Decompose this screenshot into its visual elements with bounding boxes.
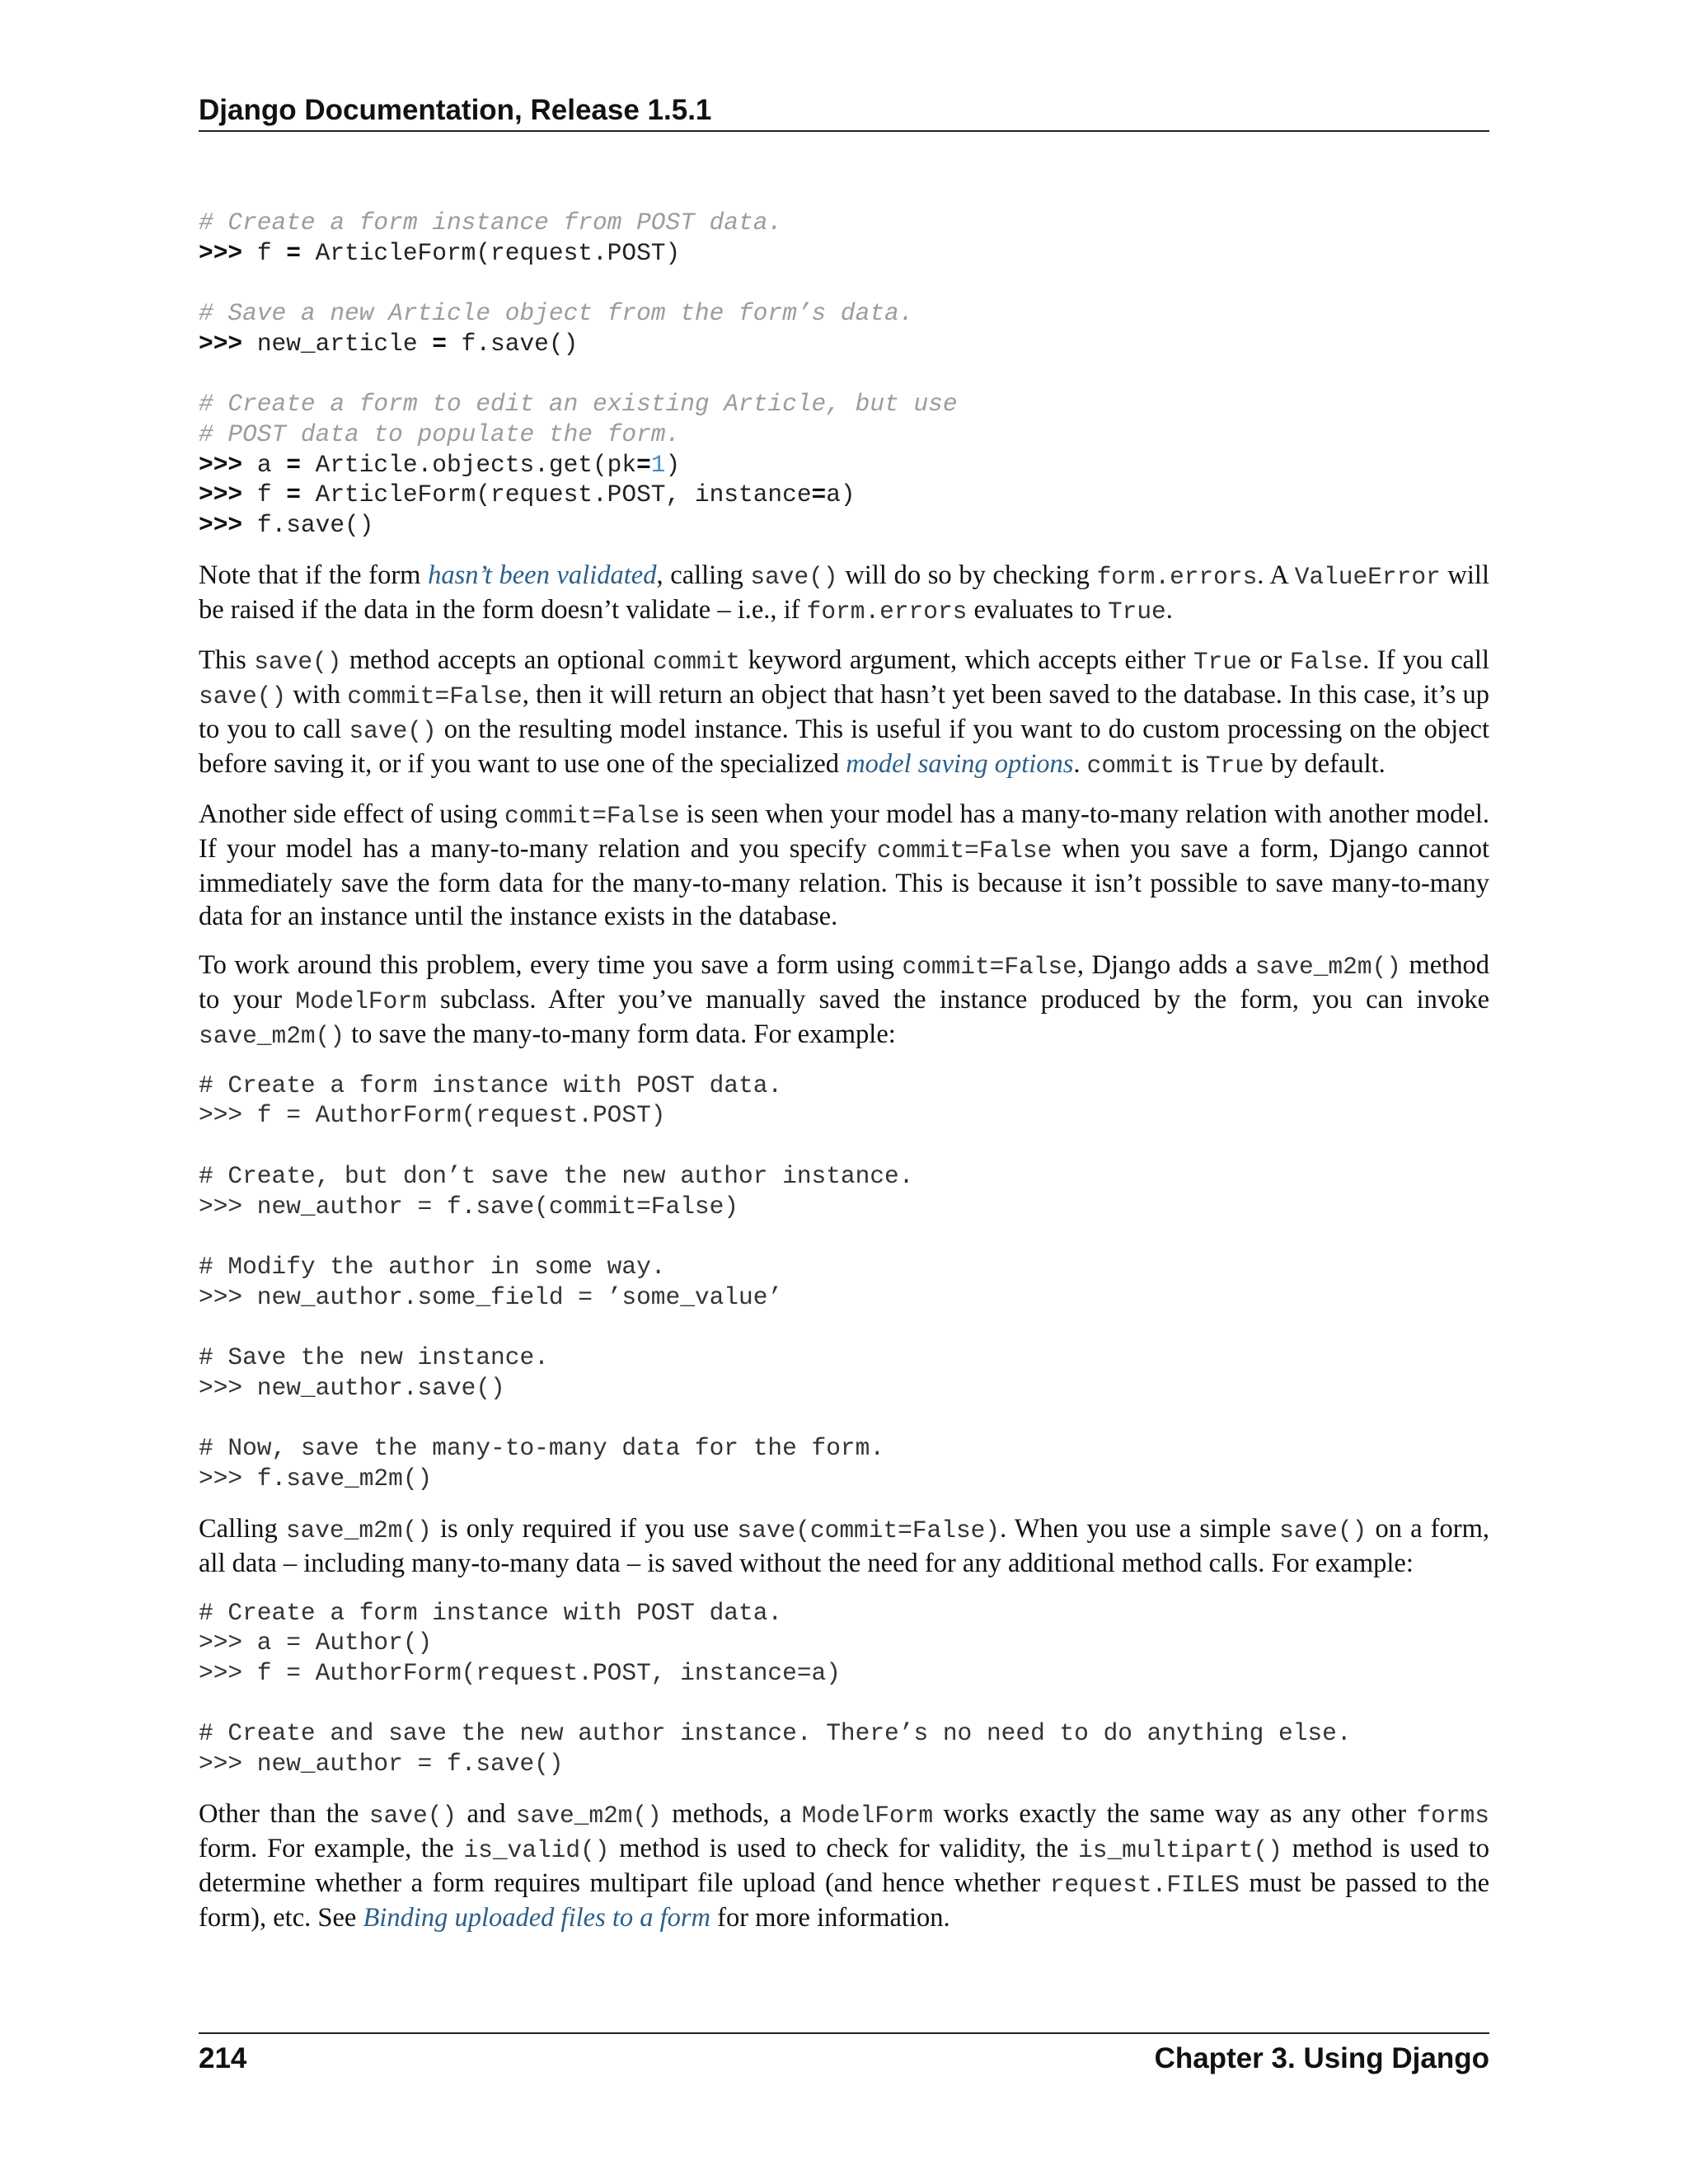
inline-code: True [1193, 647, 1252, 676]
text: , calling [656, 560, 751, 590]
code-operator: = [286, 450, 301, 479]
code-token: ArticleForm(request.POST, instance [315, 480, 812, 509]
text: is seen when your model has a many-to-many relation with another model. If your model has a many-to-many relation and you specify [199, 799, 1490, 864]
code-line: >>> f.save_m2m() [199, 1464, 433, 1493]
inline-code: form.errors [806, 597, 968, 626]
code-prompt: >>> [199, 511, 243, 540]
code-operator: = [286, 238, 301, 267]
inline-code: commit=False [876, 836, 1053, 865]
code-line: >>> new_author.save() [199, 1373, 505, 1402]
text: Note that if the form [199, 560, 429, 590]
text: method accepts an optional [341, 644, 653, 675]
inline-code: save() [368, 1801, 457, 1830]
code-line: >>> a = Author() [199, 1629, 433, 1657]
page-footer [199, 2032, 1489, 2083]
code-line: >>> new_author.some_field = ’some_value’ [199, 1282, 783, 1311]
inline-code: request.FILES [1049, 1870, 1240, 1899]
code-line: # Modify the author in some way. [199, 1252, 666, 1281]
inline-code: True [1107, 597, 1166, 626]
code-token: f.save() [461, 329, 579, 358]
code-operator: = [636, 450, 651, 479]
code-token: Article.objects.get(pk [315, 450, 637, 479]
inline-code: save_m2m() [515, 1801, 662, 1830]
code-prompt: >>> [199, 238, 243, 267]
text: method is used to determine whether a form requires multipart file upload (and hence whether [199, 1833, 1490, 1898]
text: will be raised if the data in the form doesn’t validate – i.e., if [199, 560, 1489, 625]
code-block-save-m2m [199, 1071, 1489, 1494]
code-operator: = [286, 480, 301, 509]
inline-code: form.errors [1096, 562, 1258, 591]
inline-code: ValueError [1294, 562, 1441, 591]
link-binding-uploaded-files[interactable] [363, 1903, 710, 1933]
code-comment: # Create a form to edit an existing Article, but use [199, 390, 958, 419]
code-line: >>> new_author = f.save() [199, 1750, 564, 1779]
code-line: >>> new_author = f.save(commit=False) [199, 1192, 739, 1221]
code-line: # Now, save the many-to-many data for the form. [199, 1434, 885, 1463]
link-text[interactable]: hasn’t been validated [428, 560, 657, 590]
code-operator: = [432, 329, 447, 358]
inline-code: save() [750, 562, 838, 591]
chapter-title: Chapter 3. Using Django [1154, 2042, 1489, 2074]
inline-code: save() [1279, 1516, 1367, 1544]
text: Calling [199, 1513, 286, 1544]
text: Other than the [199, 1798, 369, 1829]
inline-code: ModelForm [295, 987, 427, 1015]
code-number: 1 [650, 450, 666, 479]
inline-code: is_multipart() [1078, 1835, 1282, 1864]
text: on a form, all data – including many-to-many data – is saved without the need for any additional method calls. For example: [199, 1513, 1489, 1578]
inline-code: save() [349, 716, 437, 745]
text: with [286, 679, 348, 710]
text: , then it will return an object that hasn’t yet been saved to the database. In this case, it’s up to you to call [199, 679, 1489, 744]
text: method is used to check for validity, the [609, 1833, 1079, 1863]
inline-code: save_m2m() [285, 1516, 432, 1544]
code-token: f [256, 238, 272, 267]
text: method to your [199, 949, 1489, 1015]
page-content [199, 208, 1489, 1934]
text: or [1251, 644, 1290, 675]
code-prompt: >>> [199, 480, 243, 509]
text: by default. [1264, 748, 1386, 779]
inline-code: save_m2m() [1254, 952, 1401, 981]
paragraph-other-methods [199, 1797, 1489, 1934]
code-token: a) [826, 480, 856, 509]
inline-code: False [1289, 647, 1363, 676]
page-header [199, 91, 1489, 132]
code-line: # Create a form instance with POST data. [199, 1598, 783, 1627]
code-token: a [256, 450, 272, 479]
inline-code: commit [1086, 751, 1175, 780]
text: will do so by checking [837, 560, 1097, 590]
code-comment: # POST data to populate the form. [199, 419, 681, 448]
inline-code: is_valid() [463, 1835, 610, 1864]
inline-code: forms [1416, 1801, 1489, 1830]
inline-code: save() [199, 682, 287, 710]
paragraph-commit-argument [199, 644, 1489, 782]
code-line: # Create and save the new author instance. There’s no need to do anything else. [199, 1719, 1352, 1748]
text: for more information. [710, 1902, 950, 1933]
text: works exactly the same way as any other [933, 1798, 1417, 1829]
inline-code: commit=False [902, 952, 1077, 981]
text: . A [1257, 560, 1295, 590]
code-token: new_article [256, 329, 418, 358]
text: . [1165, 594, 1173, 625]
text: . When you use a simple [1000, 1513, 1280, 1544]
code-prompt: >>> [199, 329, 243, 358]
inline-code: commit=False [347, 682, 523, 710]
link-text[interactable]: model saving options [846, 748, 1074, 779]
code-block-simple-save [199, 1598, 1489, 1779]
code-line: # Save the new instance. [199, 1343, 549, 1372]
text: Another side effect of using [199, 799, 504, 829]
code-comment: # Save a new Article object from the form’s data. [199, 299, 914, 328]
code-block-article-form [199, 208, 1489, 541]
paragraph-save-m2m [199, 949, 1489, 1052]
inline-code: save_m2m() [199, 1021, 345, 1050]
text: form. For example, the [199, 1833, 464, 1863]
code-token: ArticleForm(request.POST) [315, 238, 681, 267]
text: is [1174, 748, 1206, 779]
code-line: >>> f = AuthorForm(request.POST, instance=a) [199, 1658, 841, 1687]
code-comment: # Create a form instance from POST data. [199, 209, 783, 237]
code-token: f [256, 480, 272, 509]
code-line: # Create, but don’t save the new author instance. [199, 1161, 914, 1190]
text: To work around this problem, every time you save a form using [199, 949, 903, 980]
paragraph-many-to-many [199, 798, 1489, 933]
text: This [199, 644, 255, 675]
inline-code: ModelForm [801, 1801, 934, 1830]
link-text[interactable]: Binding uploaded files to a form [363, 1902, 711, 1933]
text: on the resulting model instance. This is useful if you want to do custom processing on the object before saving it, or if you want to use one of the specialized [199, 714, 1490, 779]
text: . [1073, 748, 1087, 779]
text: to save the many-to-many form data. For example: [345, 1019, 896, 1049]
code-token: ) [665, 450, 681, 479]
paragraph-validation-note [199, 559, 1489, 628]
code-line: # Create a form instance with POST data. [199, 1071, 783, 1099]
inline-code: True [1205, 751, 1264, 780]
text: is only required if you use [431, 1513, 738, 1544]
text: subclass. After you’ve manually saved the instance produced by the form, you can invoke [426, 984, 1490, 1015]
text: , Django adds a [1076, 949, 1255, 980]
code-token: f.save() [256, 511, 374, 540]
text: must be passed to the form), etc. See [199, 1868, 1489, 1933]
inline-code: save(commit=False) [737, 1516, 1001, 1544]
inline-code: commit=False [504, 801, 680, 830]
paragraph-calling-save-m2m [199, 1512, 1489, 1580]
link-hasnt-been-validated[interactable] [428, 560, 656, 590]
code-prompt: >>> [199, 450, 243, 479]
text: methods, a [661, 1798, 802, 1829]
inline-code: save() [254, 647, 342, 676]
code-line: >>> f = AuthorForm(request.POST) [199, 1101, 666, 1130]
text: . If you call [1362, 644, 1489, 675]
text: evaluates to [967, 594, 1108, 625]
text: when you save a form, Django cannot immediately save the form data for the many-to-many relation. This is because it isn’t possible to save many-to-many data for an instance until the instance exists in the database. [199, 833, 1489, 931]
code-operator: = [811, 480, 827, 509]
inline-code: commit [653, 647, 741, 676]
document-title: Django Documentation, Release 1.5.1 [199, 94, 712, 126]
page-number: 214 [199, 2042, 247, 2074]
text: and [457, 1798, 516, 1829]
link-model-saving-options[interactable] [846, 749, 1073, 779]
text: keyword argument, which accepts either [740, 644, 1193, 675]
